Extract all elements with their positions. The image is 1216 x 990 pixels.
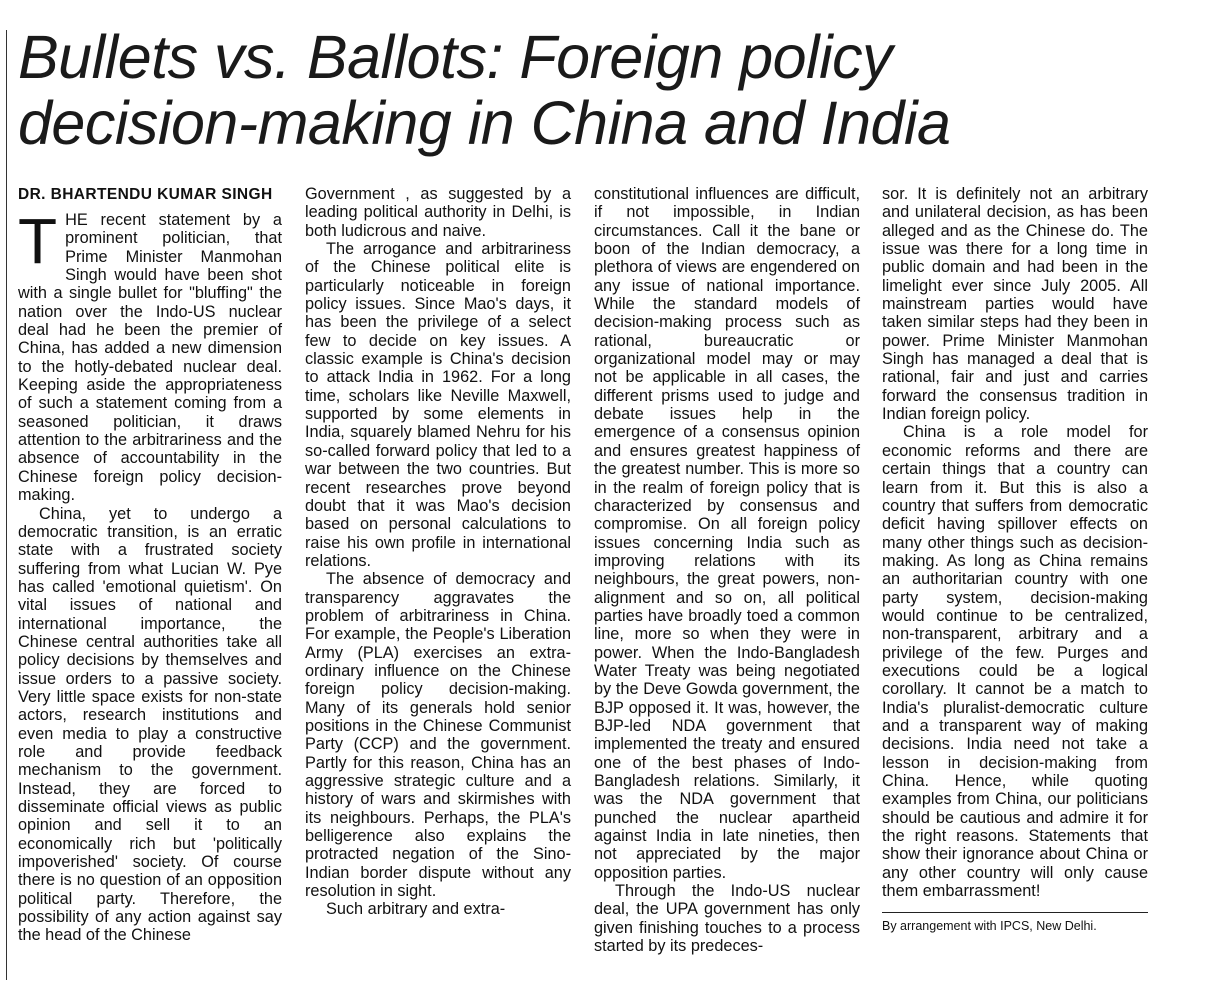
credit-divider (882, 912, 1148, 913)
credit-line: By arrangement with IPCS, New Delhi. (882, 919, 1097, 934)
paragraph: Such arbitrary and extra- (326, 900, 506, 919)
headline-line-1: Bullets vs. Ballots: Foreign policy (18, 23, 893, 91)
paragraph: The absence of democracy and transparency aggravates the problem of arbitrariness in China. For example, the People's Liberation Army (PLA) exercises an extra-ordinary influence on the Chinese foreign policy decision-making. Many of its generals hold senior positions in the Chinese Communist Party (CCP) and the government. Partly for this reason, China has an aggressive strategic culture and a history of wars and skirmishes with its neighbours. Perhaps, the PLA's belligerence also explains the protracted negation of the Sino-Indian border dispute without any resolution in sight. (305, 570, 571, 901)
paragraph: Government , as suggested by a leading political authority in Delhi, is both ludicrous and naive. (305, 185, 571, 240)
paragraph: China is a role model for economic reforms and there are certain things that a country can learn from it. But this is also a country that suffers from democratic deficit having spillover effects on many other things such as decision-making. As long as China remains an authoritarian country with one party system, decision-making would continue to be centralized, non-transparent, arbitrary and a privilege of the few. Purges and executions could be a logical corollary. It cannot be a match to India's pluralist-democratic culture and a transparent way of making decisions. India need not take a lesson in decision-making from China. Hence, while quoting examples from China, our politicians should be cautious and admire it for the right reasons. Statements that show their ignorance about China or any other country will only cause them embarrassment! (882, 423, 1148, 901)
left-column-rule (6, 30, 7, 980)
article-column-3 (594, 185, 860, 955)
paragraph-text: HE recent statement by a prominent politician, that Prime Minister Manmohan Singh would have been shot with a single bullet for "bluffing" the nation over the Indo-US nuclear deal had he been the premier of China, has added a new dimension to the hotly-debated nuclear deal. Keeping aside the appropriateness of such a statement coming from a seasoned politician, it draws attention to the arbitrariness and the absence of accountability in the Chinese foreign policy decision-making. (18, 211, 282, 505)
paragraph: sor. It is definitely not an arbitrary and unilateral decision, as has been alleged and as the Chinese do. The issue was there for a long time in public domain and had been in the limelight ever since July 2005. All mainstream parties would have taken similar steps had they been in power. Prime Minister Manmohan Singh has managed a deal that is rational, fair and just and carries forward the consensus tradition in Indian foreign policy. (882, 185, 1148, 424)
headline-line-2: decision-making in China and India (18, 89, 951, 157)
paragraph: constitutional influences are difficult, if not impossible, in Indian circumstances. Call it the bane or boon of the Indian democracy, a plethora of views are engendered on any issue of national importance. While the standard models of decision-making process such as rational, bureaucratic or organizational model may or may not be applicable in all cases, the different prisms used to judge and debate issues help in the emergence of a consensus opinion and ensures greatest happiness of the greatest number. This is more so in the realm of foreign policy that is characterized by consensus and compromise. On all foreign policy issues concerning India such as improving relations with its neighbours, the great powers, non-alignment and so on, all political parties have broadly toed a common line, more so when they were in power. When the Indo-Bangladesh Water Treaty was being negotiated by the Deve Gowda government, the BJP opposed it. It was, however, the BJP-led NDA government that implemented the treaty and ensured one of the best phases of Indo-Bangladesh relations. Similarly, it was the NDA government that punched the nuclear apartheid against India in late nineties, then not appreciated by the major opposition parties. (594, 185, 860, 882)
paragraph: Through the Indo-US nuclear deal, the UPA government has only given finishing touches to a process started by its predeces- (594, 882, 860, 956)
paragraph: The arrogance and arbitrariness of the Chinese political elite is particularly noticeable in foreign policy issues. Since Mao's days, it has been the privilege of a select few to decide on key issues. A classic example is China's decision to attack India in 1962. For a long time, scholars like Neville Maxwell, supported by some elements in India, squarely blamed Nehru for his so-called forward policy that led to a war between the two countries. But recent researches prove beyond doubt that it was Mao's decision based on personal calculations to raise his own profile in international relations. (305, 240, 571, 570)
byline: DR. BHARTENDU KUMAR SINGH (18, 186, 273, 203)
article-column-4 (882, 185, 1148, 934)
headline (18, 24, 1208, 156)
paragraph: China, yet to undergo a democratic transition, is an erratic state with a frustrated society suffering from what Lucian W. Pye has called 'emotional quietism'. On vital issues of national and international importance, the Chinese central authorities take all policy decisions by themselves and issue orders to a passive society. Very little space exists for non-state actors, research institutions and even media to play a constructive role and provide feedback mechanism to the government. Instead, they are forced to disseminate official views as public opinion and sell it to an economically rich but 'politically impoverished' society. Of course there is no question of an opposition political party. Therefore, the possibility of any action against say the head of the Chinese (18, 504, 282, 945)
paragraph (18, 205, 282, 505)
drop-cap: T (18, 205, 58, 277)
article-column-1 (18, 185, 282, 945)
article-column-2 (305, 185, 571, 919)
